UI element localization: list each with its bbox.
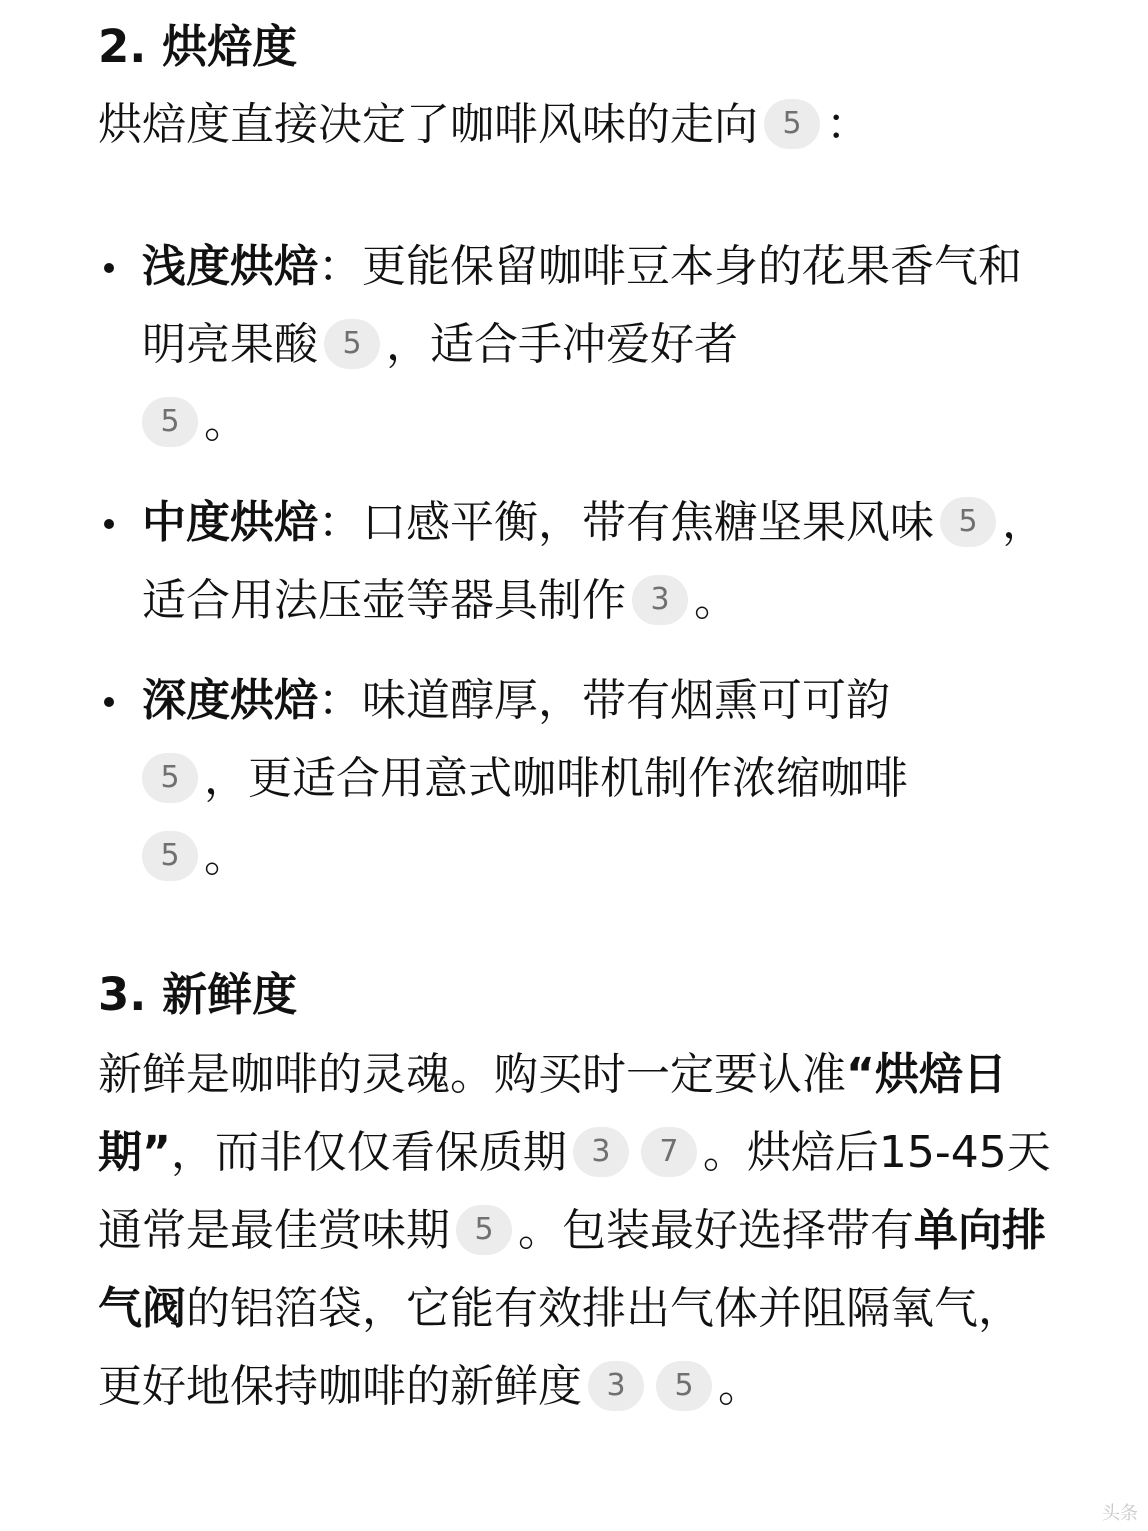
roast-level-list [98, 228, 1058, 896]
citation-badge[interactable]: 3 [573, 1127, 629, 1177]
section-heading-roast: 2. 烘焙度 [98, 20, 298, 73]
term-medium-roast: 中度烘焙 [142, 497, 318, 548]
citation-badge[interactable]: 5 [456, 1205, 512, 1255]
citation-badge[interactable]: 5 [656, 1361, 712, 1411]
citation-badge[interactable]: 5 [940, 497, 996, 547]
citation-badge[interactable]: 5 [142, 753, 198, 803]
term-light-roast: 浅度烘焙 [142, 241, 318, 292]
citation-badge[interactable]: 5 [142, 397, 198, 447]
citation-badge[interactable]: 5 [764, 99, 820, 149]
list-item-medium-roast: 中度烘焙：口感平衡，带有焦糖坚果风味 5 ，适合用法压壶等器具制作 3 。 [98, 484, 1058, 640]
citation-badge[interactable]: 3 [632, 575, 688, 625]
roast-intro [98, 86, 870, 164]
citation-badge[interactable]: 5 [142, 831, 198, 881]
roast-intro-end: ： [826, 99, 870, 150]
term-dark-roast: 深度烘焙 [142, 675, 318, 726]
roast-intro-text: 烘焙度直接决定了咖啡风味的走向 [98, 99, 758, 150]
citation-badge[interactable]: 5 [324, 319, 380, 369]
emphasis-roast-date: “烘焙日期” [98, 1049, 1007, 1178]
watermark: 头条 [1102, 1503, 1138, 1524]
section-heading-freshness: 3. 新鲜度 [98, 968, 298, 1021]
emphasis-one-way-valve: 单向排气阀 [98, 1205, 1046, 1334]
list-item-dark-roast: 深度烘焙：味道醇厚，带有烟熏可可韵 5 ，更适合用意式咖啡机制作浓缩咖啡 5 。 [98, 662, 1058, 896]
list-item-light-roast: 浅度烘焙：更能保留咖啡豆本身的花果香气和明亮果酸 5 ，适合手冲爱好者 5 。 [98, 228, 1058, 462]
citation-badge[interactable]: 3 [588, 1361, 644, 1411]
citation-badge[interactable]: 7 [641, 1127, 697, 1177]
freshness-paragraph: 新鲜是咖啡的灵魂。购买时一定要认准“烘焙日期”，而非仅仅看保质期 3 7 。烘焙后15-45天通常是最佳赏味期 5 。包装最好选择带有单向排气阀的铝箔袋，它能有效排出气体并阻隔氧气，更好地保持咖啡的新鲜度 3 5 。 [98, 1049, 1051, 1412]
